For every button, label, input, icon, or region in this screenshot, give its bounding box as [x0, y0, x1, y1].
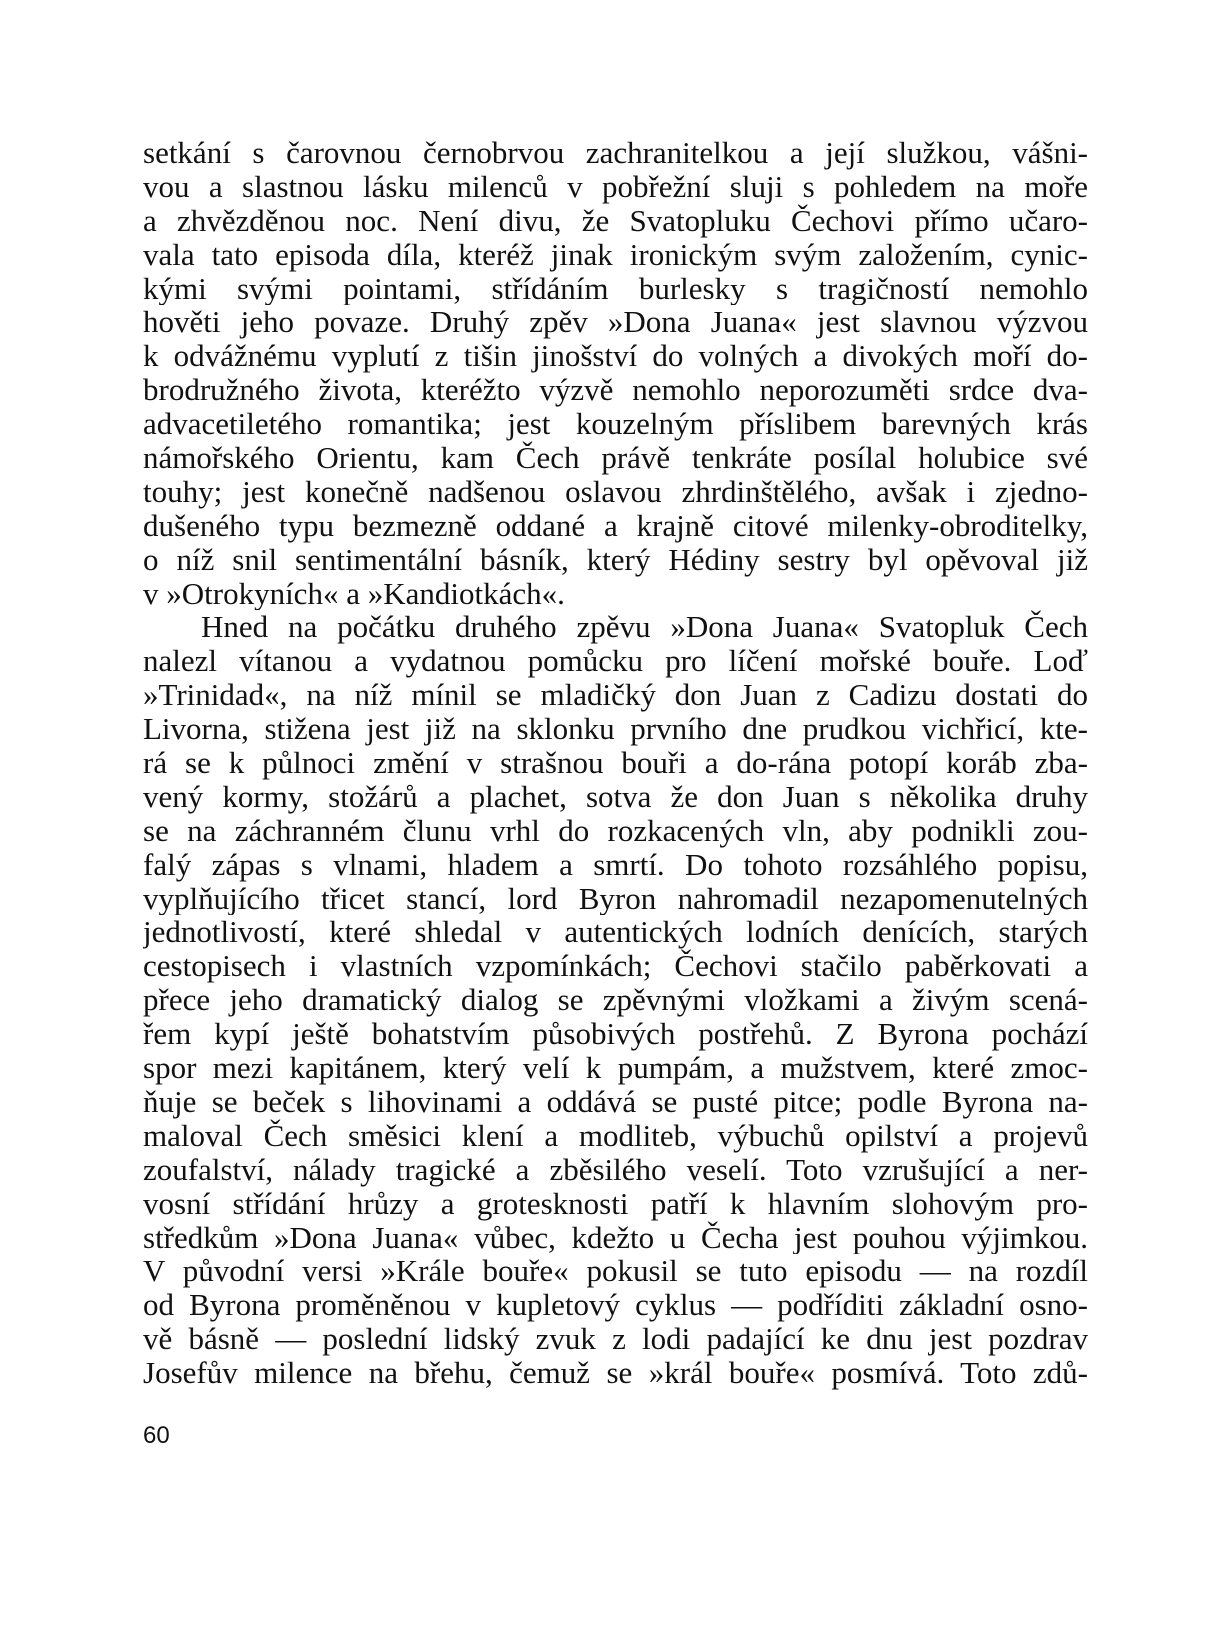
text-line: k odvážnému vyplutí z tišin jinošství do volných a divokých moří do- [143, 339, 1088, 374]
text-line: ňuje se beček s lihovinami a oddává se pusté pitce; podle Byrona na- [143, 1084, 1088, 1119]
text-line: Hned na počátku druhého zpěvu »Dona Juana« Svatopluk Čech [201, 610, 1088, 645]
text-line: zoufalství, nálady tragické a zběsilého veselí. Toto vzrušující a ner- [143, 1152, 1088, 1187]
text-line: Livorna, stižena jest již na sklonku prvního dne prudkou vichřicí, kte- [143, 712, 1088, 747]
text-line: rá se k půlnoci změní v strašnou bouři a do-rána potopí koráb zba- [143, 746, 1088, 780]
text-line: spor mezi kapitánem, který velí k pumpám, a mužstvem, které zmoc- [143, 1051, 1088, 1085]
body-text [143, 136, 1088, 1390]
text-line: námořského Orientu, kam Čech právě tenkráte posílal holubice své [143, 441, 1088, 475]
text-line: o níž snil sentimentální básník, který Hédiny sestry byl opěvoval již [143, 542, 1088, 577]
text-line: jednotlivostí, které shledal v autentických lodních denících, starých [143, 915, 1088, 950]
text-line: maloval Čech směsici klení a modliteb, výbuchů opilství a projevů [143, 1118, 1088, 1153]
text-line: vě básně — poslední lidský zvuk z lodi padající ke dnu jest pozdrav [143, 1322, 1088, 1357]
text-line: vosní střídání hrůzy a grotesknosti patří k hlavním slohovým pro- [143, 1186, 1088, 1221]
text-line: brodružného života, kteréžto výzvě nemohlo neporozuměti srdce dva- [143, 373, 1088, 408]
text-line: »Trinidad«, na níž mínil se mladičký don Juan z Cadizu dostati do [143, 678, 1088, 713]
text-line: Josefův milence na břehu, čemuž se »král bouře« posmívá. Toto zdů- [143, 1356, 1088, 1390]
text-line: advacetiletého romantika; jest kouzelným příslibem barevných krás [143, 407, 1088, 442]
text-line: vou a slastnou lásku milenců v pobřežní sluji s pohledem na moře [143, 169, 1088, 204]
text-line: a zhvězděnou noc. Není divu, že Svatopluku Čechovi přímo učaro- [143, 203, 1088, 238]
text-line: od Byrona proměněnou v kupletový cyklus — podříditi základní osno- [143, 1288, 1088, 1323]
text-line: touhy; jest konečně nadšenou oslavou zhrdinštělého, avšak i zjedno- [143, 474, 1088, 509]
text-line: se na záchranném člunu vrhl do rozkacených vln, aby podnikli zou- [143, 813, 1088, 848]
text-line: cestopisech i vlastních vzpomínkách; Čechovi stačilo paběrkovati a [143, 949, 1088, 984]
text-line: nalezl vítanou a vydatnou pomůcku pro líčení mořské bouře. Loď [143, 644, 1088, 679]
text-line: dušeného typu bezmezně oddané a krajně citové milenky-obroditelky, [143, 508, 1088, 543]
text-line: kými svými pointami, střídáním burlesky s tragičností nemohlo [143, 271, 1088, 306]
text-line: setkání s čarovnou černobrvou zachranitelkou a její služkou, vášni- [143, 136, 1088, 170]
text-line: V původní versi »Krále bouře« pokusil se tuto episodu — na rozdíl [143, 1254, 1088, 1289]
page-number: 60 [143, 1422, 170, 1449]
text-line: v »Otrokyních« a »Kandiotkách«. [143, 576, 565, 611]
text-line: falý zápas s vlnami, hladem a smrtí. Do tohoto rozsáhlého popisu, [143, 847, 1088, 882]
text-line: přece jeho dramatický dialog se zpěvnými vložkami a živým scená- [143, 983, 1088, 1018]
text-line: vala tato episoda díla, kteréž jinak ironickým svým založením, cynic- [143, 237, 1088, 272]
text-line: středkům »Dona Juana« vůbec, kdežto u Čecha jest pouhou výjimkou. [143, 1220, 1088, 1255]
text-line: hověti jeho povaze. Druhý zpěv »Dona Juana« jest slavnou výzvou [143, 305, 1088, 340]
text-line: vyplňujícího třicet stancí, lord Byron nahromadil nezapomenutelných [143, 881, 1088, 916]
text-line: vený kormy, stožárů a plachet, sotva že don Juan s několika druhy [143, 779, 1088, 814]
text-line: řem kypí ještě bohatstvím působivých postřehů. Z Byrona pochází [143, 1017, 1088, 1052]
